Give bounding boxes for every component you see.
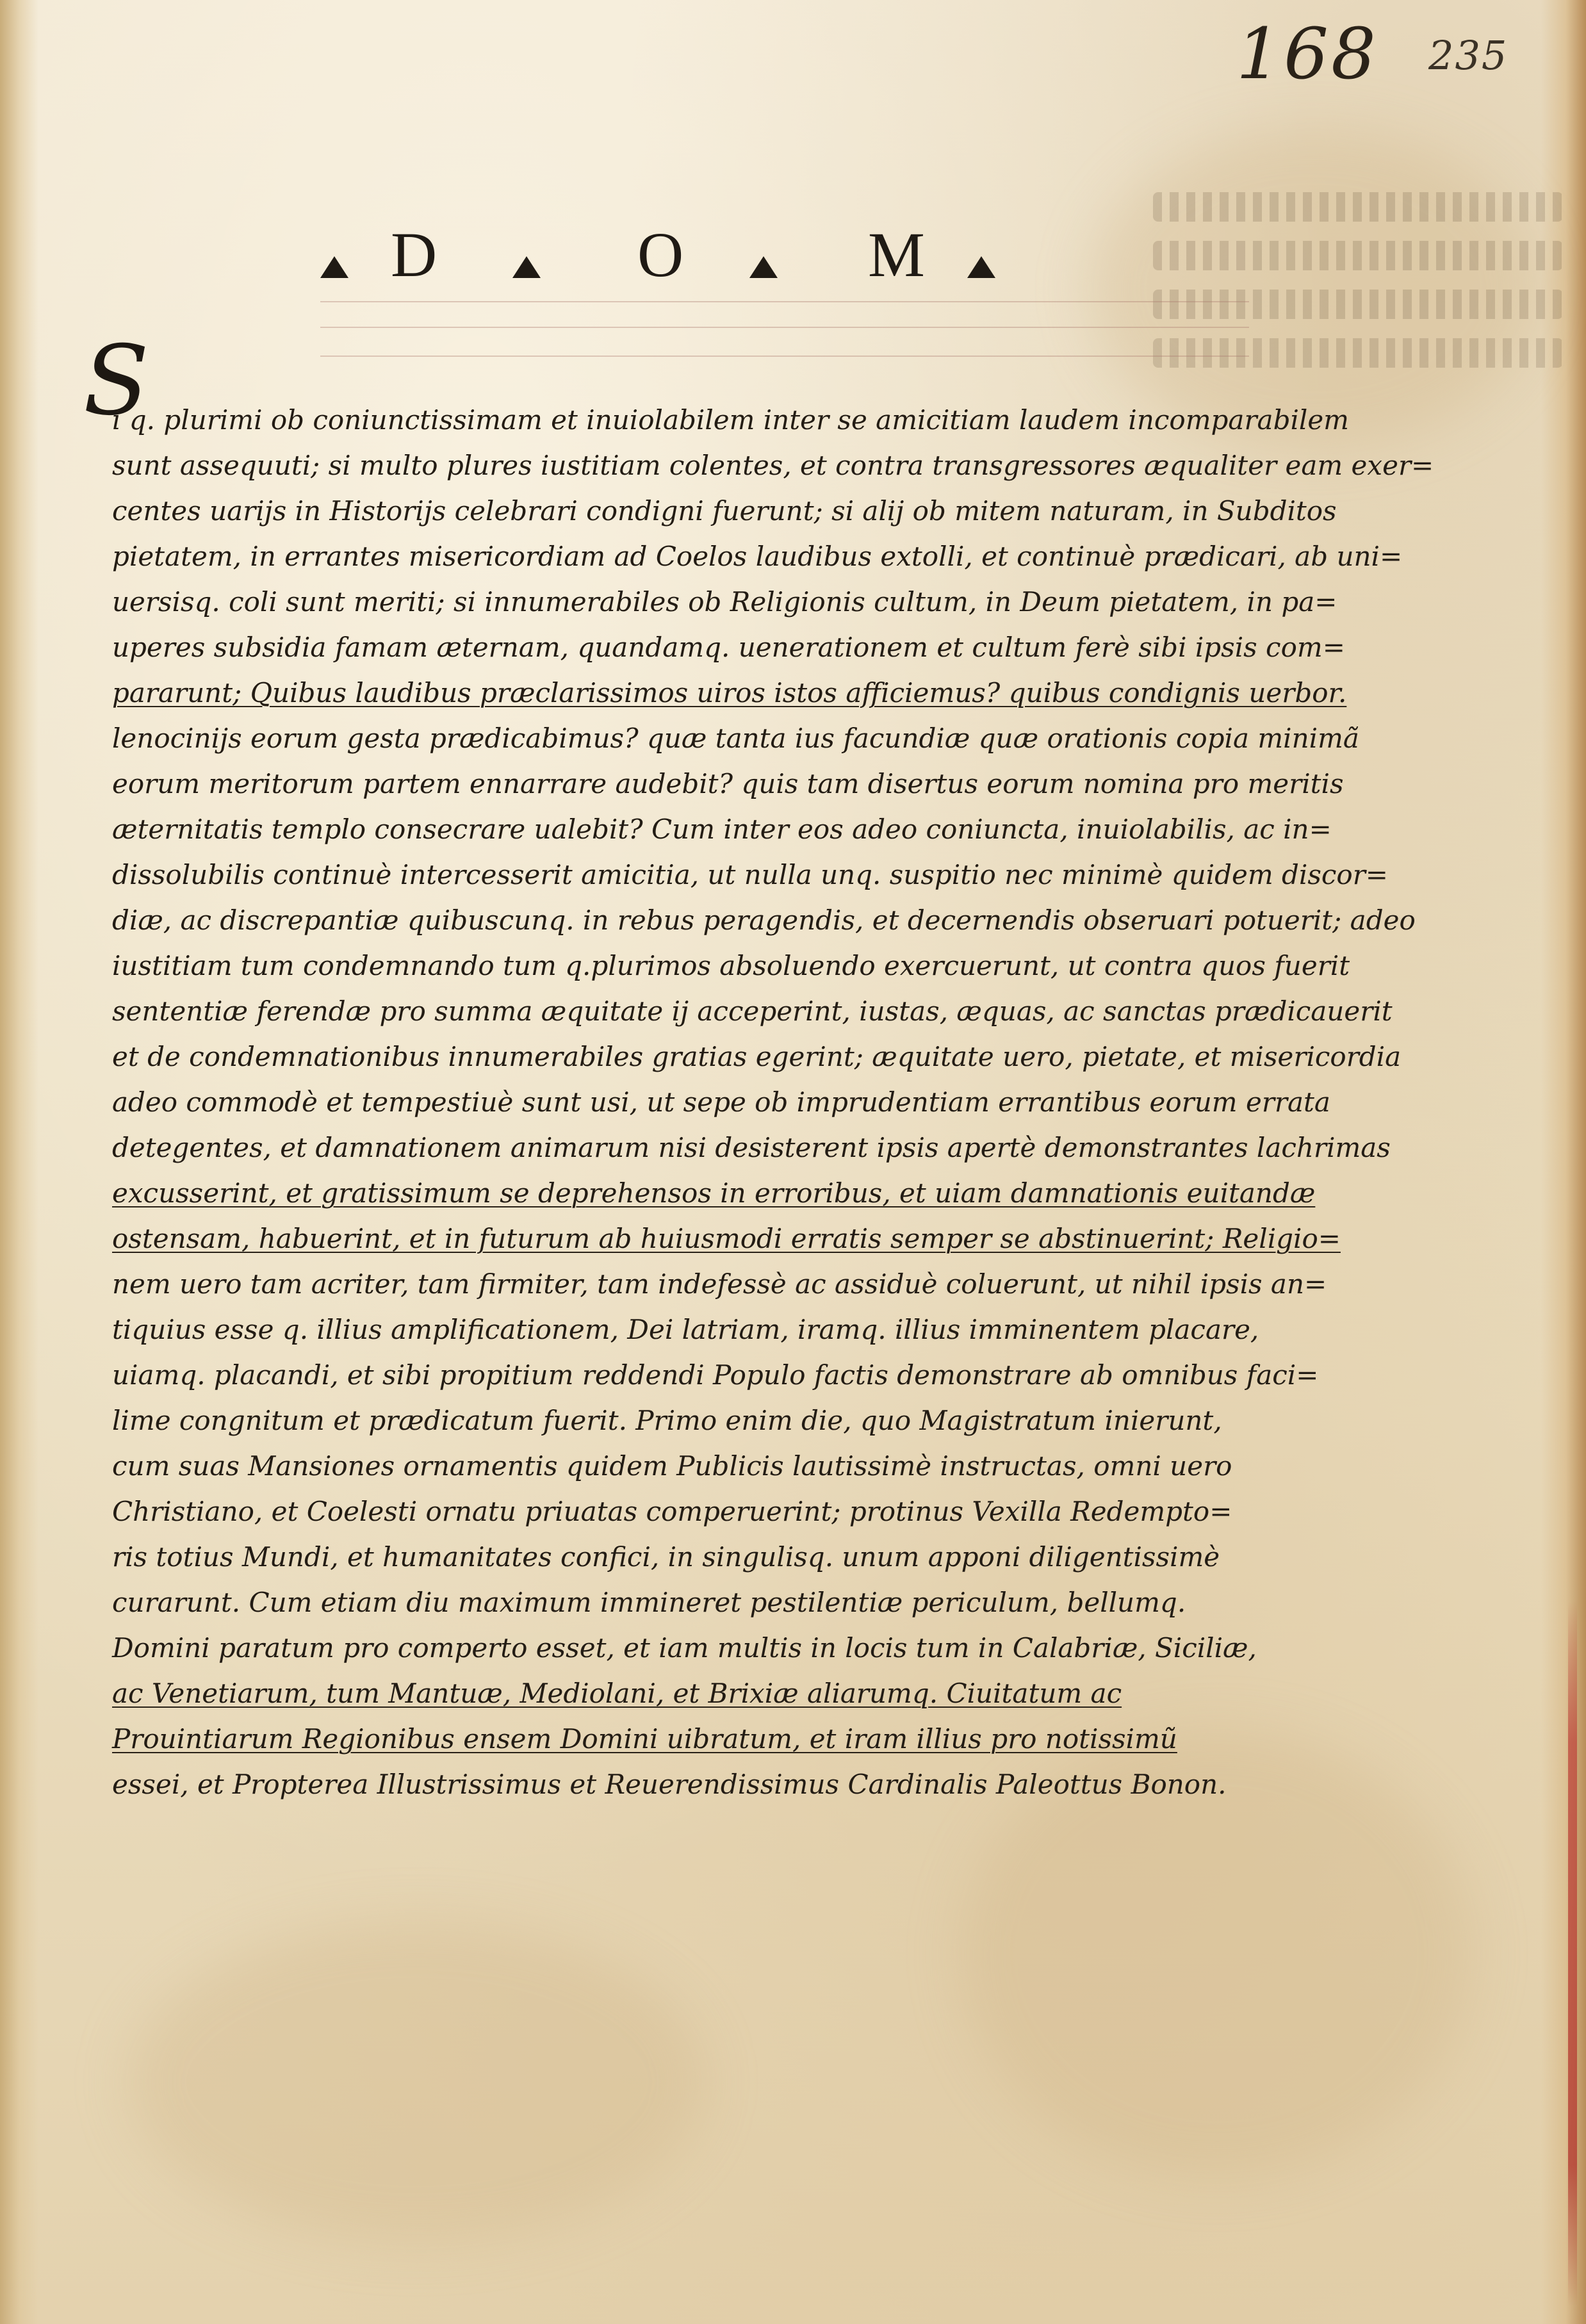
text-line: sententiæ ferendæ pro summa æquitate ij acceperint, iustas, æquas, ac sanctas prædicauerit [112,995,1393,1027]
text-line: tiquius esse q. illius amplificationem, Dei latriam, iramq. illius imminentem placare, [112,1314,1259,1345]
text-line: adeo commodè et tempestiuè sunt usi, ut sepe ob imprudentiam errantibus eorum errata [112,1086,1330,1118]
manuscript-text [112,397,1434,1807]
text-line: ostensam, habuerint, et in futurum ab huiusmodi erratis semper se abstinuerint; Religio= [112,1223,1341,1254]
text-line: et de condemnationibus innumerabiles gratias egerint; æquitate uero, pietate, et misericordia [112,1041,1402,1072]
ruled-line [320,301,1249,302]
text-line: excusserint, et gratissimum se deprehensos in erroribus, et uiam damnationis euitandæ [112,1177,1316,1209]
old-folio-number: 235 [1428,32,1508,79]
dom-heading [320,218,1025,288]
heading-letter-d: D [391,219,437,290]
text-line: centes uarijs in Historijs celebrari condigni fuerunt; si alij ob mitem naturam, in Subditos [112,495,1337,527]
paper-stain [128,1922,705,2242]
text-line: eorum meritorum partem ennarrare audebit? quis tam disertus eorum nomina pro meritis [112,768,1344,799]
text-line: dissolubilis continuè intercesserit amicitia, ut nulla unq. suspitio nec minimè quidem discor= [112,859,1388,890]
heading-letter-o: O [637,219,684,290]
ruled-line [320,356,1249,357]
initial-capital: S [83,325,149,437]
text-line: ris totius Mundi, et humanitates confici, in singulisq. unum apponi diligentissimè [112,1541,1220,1573]
triangle-ornament-icon [320,256,348,278]
text-line: Christiano, et Coelesti ornatu priuatas comperuerint; protinus Vexilla Redempto= [112,1496,1232,1527]
folio-number: 168 [1236,13,1378,95]
text-line: nem uero tam acriter, tam firmiter, tam indefessè ac assiduè coluerunt, ut nihil ipsis an= [112,1268,1327,1300]
red-binding-edge [1568,1601,1577,2306]
text-line: Prouintiarum Regionibus ensem Domini uibratum, et iram illius pro notissimũ [112,1723,1177,1755]
text-line: iustitiam tum condemnando tum q.plurimos absoluendo exercuerunt, ut contra quos fuerit [112,950,1350,981]
heading-letter-m: M [868,219,925,290]
text-line: lenocinijs eorum gesta prædicabimus? quæ tanta ius facundiæ quæ orationis copia minimã [112,723,1359,754]
text-line: æternitatis templo consecrare ualebit? Cum inter eos adeo coniuncta, inuiolabilis, ac in= [112,814,1332,845]
text-line: sunt assequuti; si multo plures iustitiam colentes, et contra transgressores æqualiter eam exer= [112,450,1434,481]
text-line: uperes subsidia famam æternam, quandamq. uenerationem et cultum ferè sibi ipsis com= [112,632,1345,663]
ruled-line [320,327,1249,328]
text-line: cum suas Mansiones ornamentis quidem Publicis lautissimè instructas, omni uero [112,1450,1232,1482]
text-line: pararunt; Quibus laudibus præclarissimos uiros istos afficiemus? quibus condignis uerbor. [112,677,1347,708]
text-line: detegentes, et damnationem animarum nisi desisterent ipsis apertè demonstrantes lachrimas [112,1132,1391,1163]
triangle-ornament-icon [749,256,778,278]
text-line: curarunt. Cum etiam diu maximum immineret pestilentiæ periculum, bellumq. [112,1587,1186,1618]
text-line: i q. plurimi ob coniunctissimam et inuiolabilem inter se amicitiam laudem incomparabilem [112,404,1349,436]
page-left-edge-shading [0,0,38,2324]
triangle-ornament-icon [512,256,541,278]
text-line: uersisq. coli sunt meriti; si innumerabiles ob Religionis cultum, in Deum pietatem, in pa= [112,586,1337,618]
text-line: essei, et Propterea Illustrissimus et Reuerendissimus Cardinalis Paleottus Bonon. [112,1769,1227,1800]
text-line: diæ, ac discrepantiæ quibuscunq. in rebus peragendis, et decernendis obseruari potuerit; adeo [112,904,1416,936]
text-line: Domini paratum pro comperto esset, et iam multis in locis tum in Calabriæ, Siciliæ, [112,1632,1257,1664]
text-line: uiamq. placandi, et sibi propitium reddendi Populo factis demonstrare ab omnibus faci= [112,1359,1319,1391]
text-line: pietatem, in errantes misericordiam ad Coelos laudibus extolli, et continuè prædicari, ab uni= [112,541,1403,572]
triangle-ornament-icon [967,256,995,278]
text-line: lime congnitum et prædicatum fuerit. Primo enim die, quo Magistratum inierunt, [112,1405,1222,1436]
text-line: ac Venetiarum, tum Mantuæ, Mediolani, et Brixiæ aliarumq. Ciuitatum ac [112,1678,1122,1709]
